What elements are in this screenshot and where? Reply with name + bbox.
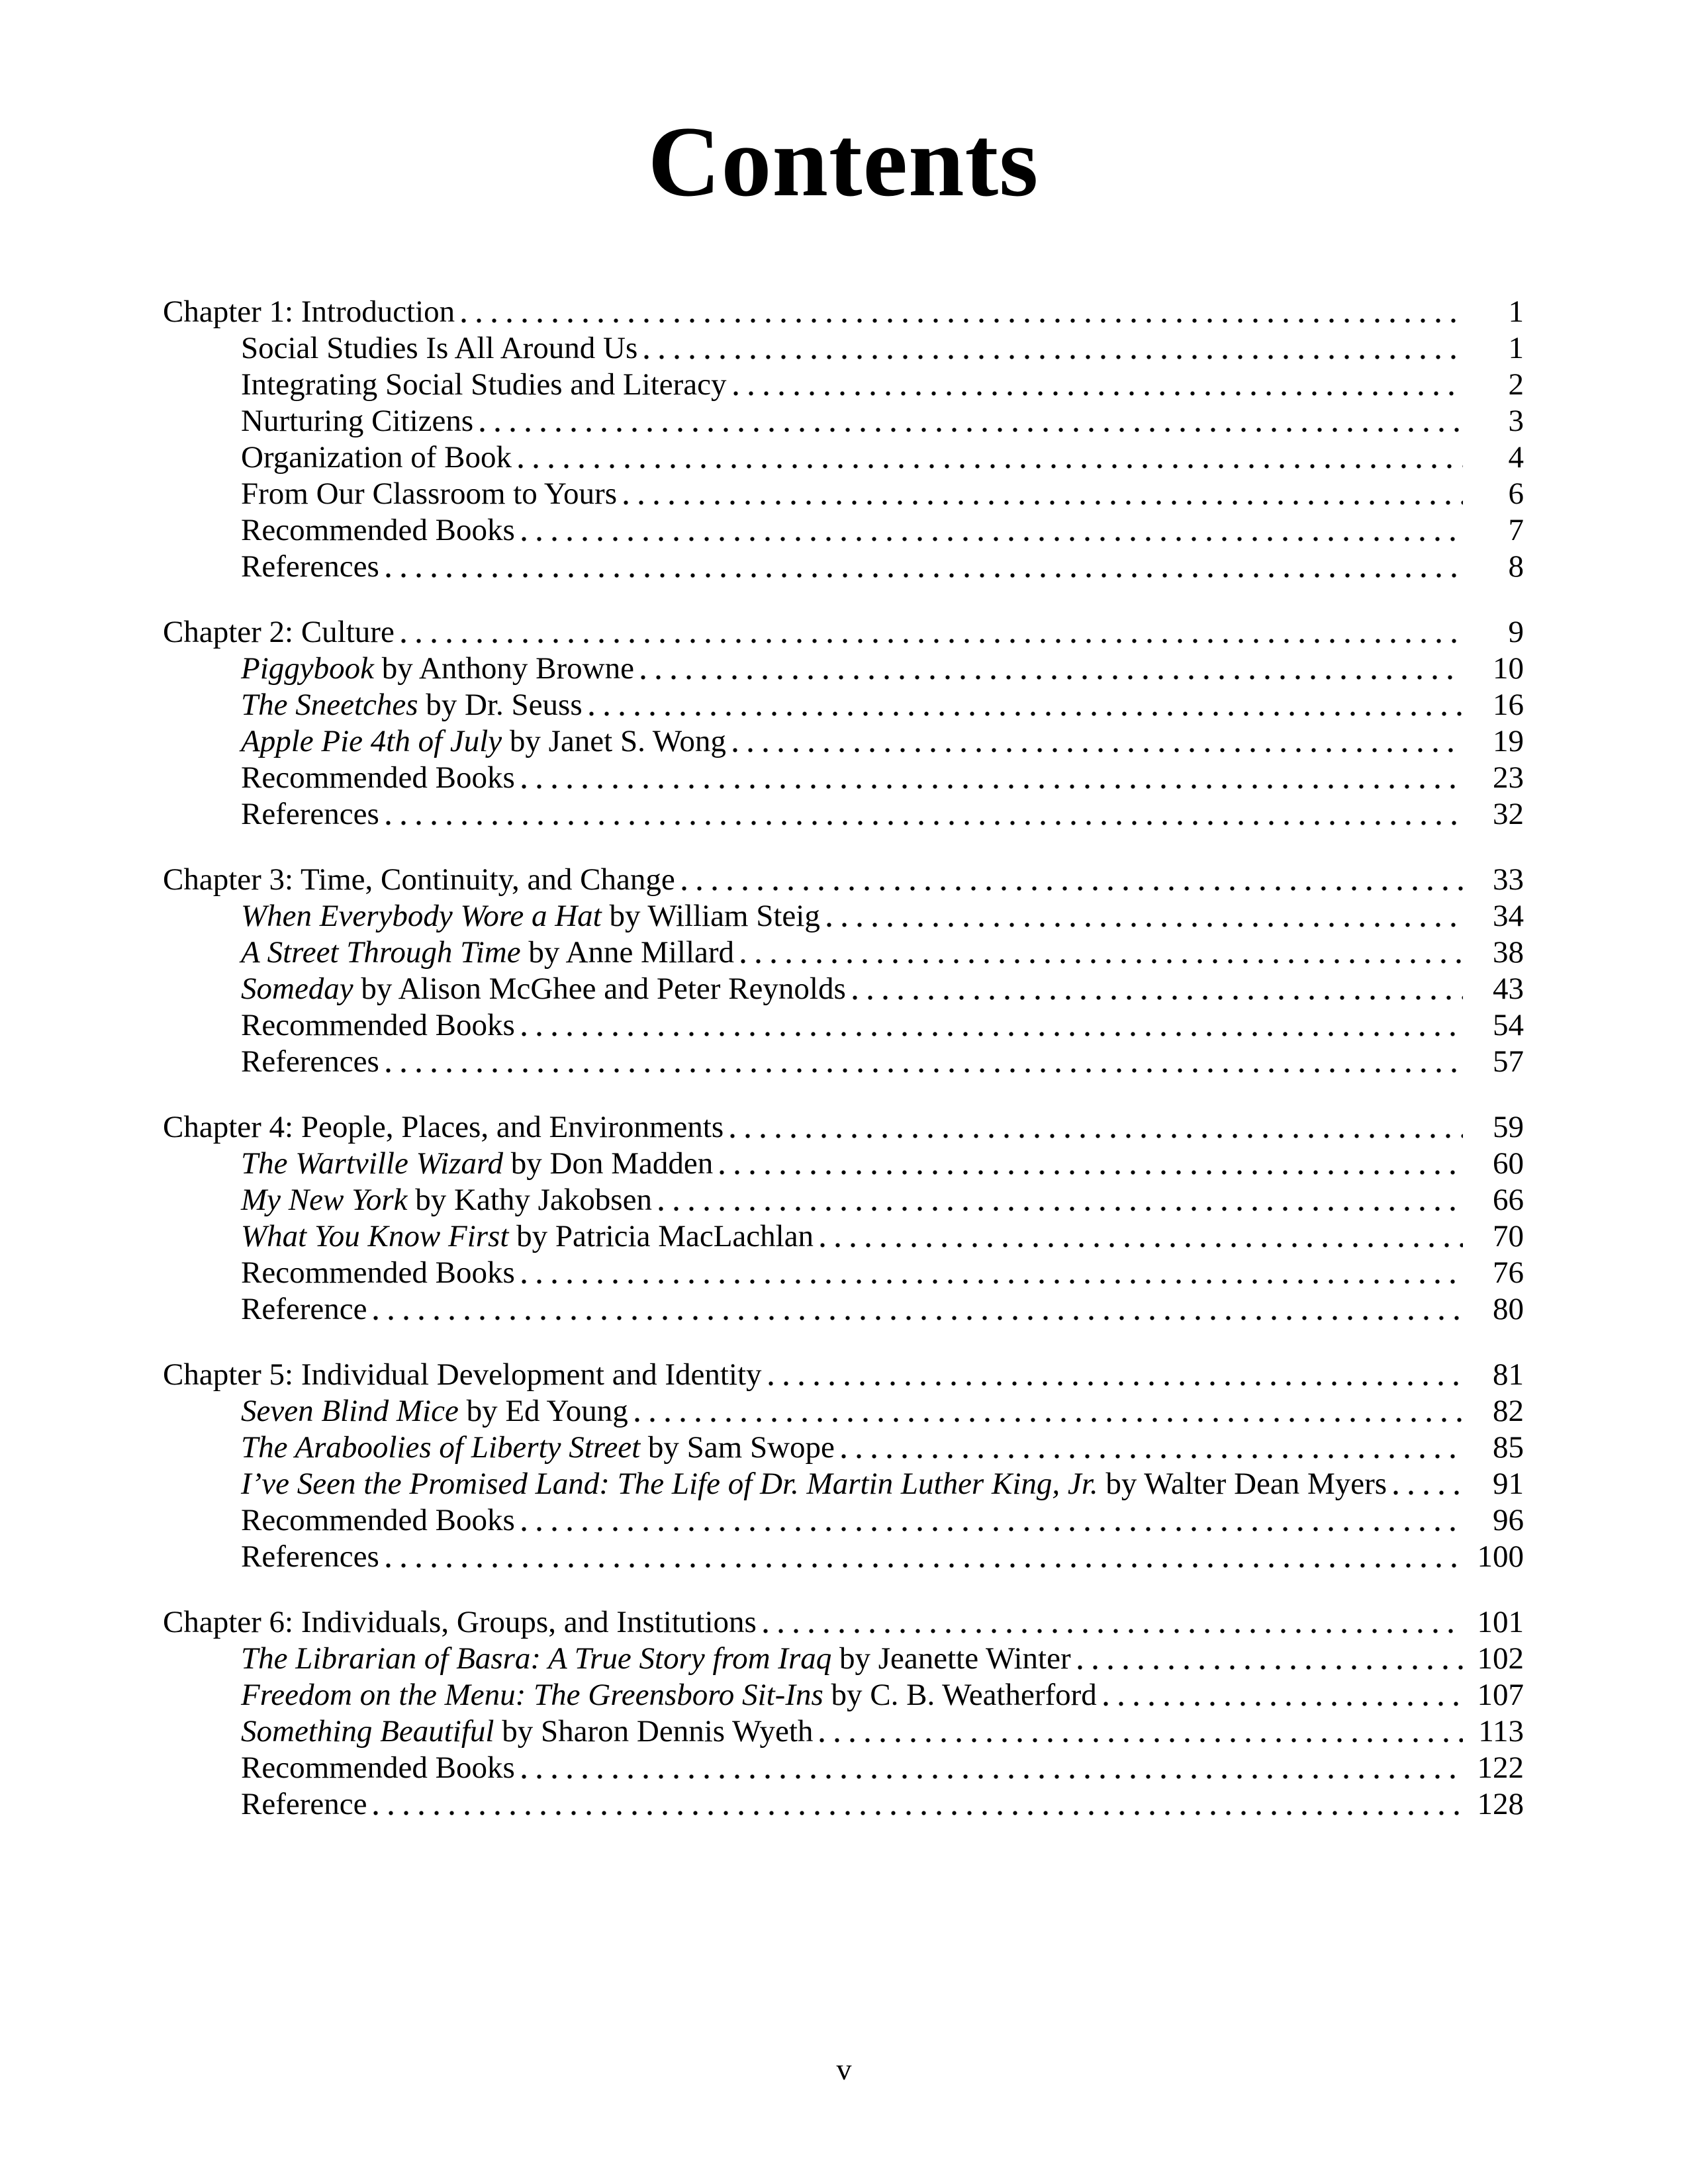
toc-entry-page-number: 1 [1508,331,1524,365]
toc-chapter-block [163,862,1524,1080]
dot-leader [386,1044,1463,1080]
toc-entry-page-number: 32 [1493,797,1524,831]
toc-entry-label: by Anne Millard [520,935,735,970]
page-title: Contents [647,106,1039,217]
toc-entry-label: by Ed Young [458,1394,628,1428]
toc-entry-row [163,330,1524,367]
toc-entry-page-number: 76 [1493,1255,1524,1290]
toc-chapter-page-number: 1 [1508,295,1524,329]
toc-entry-page-number: 54 [1493,1008,1524,1042]
toc-entry-text [241,476,617,512]
dot-leader [733,367,1463,403]
toc-entry-row [163,796,1524,833]
dot-leader [641,651,1463,687]
dot-leader [763,1604,1463,1641]
toc-entry-page-number: 8 [1508,549,1524,584]
toc-entry-label: by Jeanette Winter [831,1641,1071,1676]
toc-entry-book-title: Something Beautiful [241,1714,494,1749]
toc-entry-row [163,898,1524,934]
toc-entry-text [241,934,734,971]
toc-entry-label: by Walter Dean Myers [1098,1467,1387,1501]
toc-entry-text [241,1466,1387,1502]
toc-chapter-label: Chapter 3: Time, Continuity, and Change [163,862,675,897]
toc-chapter-block [163,1604,1524,1823]
toc-entry-label: Reference [241,1292,367,1326]
toc-entry-row [163,687,1524,723]
toc-entry-text [241,367,727,403]
toc-entry-page-number: 96 [1493,1503,1524,1537]
toc-entry-row [163,1641,1524,1677]
toc-entry-book-title: The Librarian of Basra: A True Story from Iraq [241,1641,832,1676]
toc-entry-page-number: 3 [1508,404,1524,438]
toc-entry-row [163,1713,1524,1750]
toc-entry-label: by William Steig [601,899,820,933]
toc-entry-page-number: 91 [1493,1467,1524,1501]
toc-entry-page-number: 85 [1493,1430,1524,1465]
dot-leader [522,760,1463,796]
toc-chapter-text [163,294,455,330]
toc-entry-label: by Kathy Jakobsen [407,1183,652,1217]
dot-leader [401,614,1463,651]
toc-entry-text [241,549,379,585]
toc-entry-label: References [241,549,379,584]
toc-entry-label: by Don Madden [503,1146,714,1181]
toc-entry-text [241,1182,652,1218]
toc-chapter-block [163,614,1524,833]
toc-entry-row [163,1393,1524,1430]
toc-chapter-row [163,862,1524,898]
toc-entry-row [163,512,1524,549]
toc-chapter-label: Chapter 5: Individual Development and Identity [163,1357,762,1392]
toc-entry-row [163,1255,1524,1291]
toc-entry-page-number: 66 [1493,1183,1524,1217]
toc-entry-row [163,439,1524,476]
toc-entry-text [241,1218,814,1255]
toc-entry-label: by Dr. Seuss [418,688,583,722]
toc-entry-page-number: 57 [1493,1044,1524,1079]
toc-entry-row [163,723,1524,760]
toc-entry-page-number: 23 [1493,760,1524,795]
toc-entry-label: References [241,797,379,831]
toc-entry-label: References [241,1539,379,1574]
toc-entry-row [163,1044,1524,1080]
toc-entry-row [163,971,1524,1007]
dot-leader [386,1539,1463,1575]
dot-leader [373,1786,1463,1823]
dot-leader [522,512,1463,549]
toc-entry-row [163,1786,1524,1823]
toc-chapter-page-number: 101 [1477,1605,1524,1639]
dot-leader [720,1146,1463,1182]
toc-chapter-label: Chapter 6: Individuals, Groups, and Institutions [163,1605,757,1639]
toc-entry-row [163,1430,1524,1466]
dot-leader [1103,1677,1463,1713]
toc-entry-page-number: 70 [1493,1219,1524,1253]
dot-leader [1393,1466,1463,1502]
toc-chapter-block [163,1357,1524,1575]
toc-entry-row [163,1502,1524,1539]
toc-entry-label: Recommended Books [241,760,515,795]
toc-chapter-text [163,614,395,651]
dot-leader [522,1007,1463,1044]
toc-chapter-text [163,1604,757,1641]
toc-entry-page-number: 100 [1477,1539,1524,1574]
toc-entry-text [241,971,846,1007]
dot-leader [522,1750,1463,1786]
toc-list [163,294,1524,1823]
dot-leader [386,796,1463,833]
toc-entry-label: Recommended Books [241,1255,515,1290]
dot-leader [522,1255,1463,1291]
toc-entry-page-number: 107 [1477,1678,1524,1712]
toc-entry-book-title: I’ve Seen the Promised Land: The Life of Dr. Martin Luther King, Jr. [241,1467,1098,1501]
dot-leader [373,1291,1463,1328]
toc-entry-label: by Alison McGhee and Peter Reynolds [353,972,846,1006]
toc-chapter-row [163,294,1524,330]
toc-entry-text [241,1539,379,1575]
toc-entry-text [241,403,473,439]
toc-entry-row [163,1750,1524,1786]
toc-chapter-label: Chapter 1: Introduction [163,295,455,329]
toc-entry-text [241,1255,515,1291]
toc-entry-row [163,367,1524,403]
toc-chapter-page-number: 81 [1493,1357,1524,1392]
toc-entry-book-title: The Wartville Wizard [241,1146,504,1181]
toc-entry-label: Recommended Books [241,513,515,547]
toc-entry-text [241,1146,713,1182]
toc-entry-row [163,1291,1524,1328]
toc-entry-book-title: Apple Pie 4th of July [241,724,502,758]
toc-entry-row [163,476,1524,512]
toc-entry-text [241,1502,515,1539]
toc-chapter-page-number: 59 [1493,1110,1524,1144]
toc-entry-page-number: 82 [1493,1394,1524,1428]
toc-entry-label: Reference [241,1787,367,1821]
toc-chapter-text [163,862,675,898]
dot-leader [853,971,1463,1007]
toc-entry-row [163,760,1524,796]
toc-chapter-row [163,1604,1524,1641]
toc-entry-text [241,512,515,549]
toc-entry-label: Recommended Books [241,1751,515,1785]
toc-entry-row [163,1218,1524,1255]
toc-entry-label: by Sam Swope [640,1430,835,1465]
toc-entry-text [241,723,726,760]
dot-leader [635,1393,1463,1430]
toc-entry-row [163,1146,1524,1182]
toc-chapter-page-number: 9 [1508,615,1524,649]
toc-entry-label: Social Studies Is All Around Us [241,331,638,365]
toc-entry-text [241,439,512,476]
dot-leader [827,898,1463,934]
toc-entry-page-number: 4 [1508,440,1524,475]
toc-entry-page-number: 6 [1508,477,1524,511]
toc-entry-text [241,1044,379,1080]
toc-entry-row [163,1466,1524,1502]
dot-leader [624,476,1463,512]
toc-entry-row [163,934,1524,971]
toc-entry-text [241,1641,1071,1677]
toc-entry-book-title: When Everybody Wore a Hat [241,899,602,933]
toc-entry-book-title: The Sneetches [241,688,418,722]
toc-entry-label: by Patricia MacLachlan [508,1219,814,1253]
toc-entry-label: Recommended Books [241,1503,515,1537]
toc-entry-label: by Sharon Dennis Wyeth [494,1714,814,1749]
toc-entry-row [163,549,1524,585]
dot-leader [461,294,1463,330]
toc-entry-label: Recommended Books [241,1008,515,1042]
toc-entry-text [241,796,379,833]
toc-entry-page-number: 122 [1477,1751,1524,1785]
dot-leader [518,439,1463,476]
toc-entry-row [163,1182,1524,1218]
dot-leader [386,549,1463,585]
toc-entry-text [241,330,637,367]
toc-entry-label: by Anthony Browne [374,651,634,686]
toc-entry-text [241,687,583,723]
toc-entry-text [241,1393,628,1430]
dot-leader [730,1109,1463,1146]
dot-leader [1078,1641,1463,1677]
toc-entry-page-number: 128 [1477,1787,1524,1821]
toc-entry-book-title: The Araboolies of Liberty Street [241,1430,641,1465]
toc-entry-page-number: 10 [1493,651,1524,686]
toc-entry-book-title: What You Know First [241,1219,509,1253]
toc-entry-text [241,1750,515,1786]
dot-leader [522,1502,1463,1539]
toc-entry-text [241,651,634,687]
dot-leader [733,723,1463,760]
toc-entry-text [241,1713,813,1750]
toc-chapter-row [163,614,1524,651]
toc-entry-row [163,651,1524,687]
dot-leader [659,1182,1463,1218]
dot-leader [644,330,1463,367]
toc-entry-page-number: 19 [1493,724,1524,758]
toc-entry-row [163,1677,1524,1713]
toc-entry-text [241,1430,835,1466]
dot-leader [769,1357,1463,1393]
toc-entry-row [163,1007,1524,1044]
toc-chapter-label: Chapter 2: Culture [163,615,395,649]
dot-leader [741,934,1463,971]
toc-entry-row [163,403,1524,439]
toc-chapter-row [163,1357,1524,1393]
toc-chapter-page-number: 33 [1493,862,1524,897]
toc-entry-row [163,1539,1524,1575]
toc-chapter-block [163,1109,1524,1328]
toc-entry-page-number: 7 [1508,513,1524,547]
toc-entry-label: Organization of Book [241,440,512,475]
toc-entry-label: From Our Classroom to Yours [241,477,617,511]
toc-entry-page-number: 102 [1477,1641,1524,1676]
toc-entry-page-number: 16 [1493,688,1524,722]
dot-leader [589,687,1463,723]
toc-entry-text [241,1677,1097,1713]
dot-leader [820,1218,1463,1255]
toc-entry-book-title: My New York [241,1183,408,1217]
toc-entry-page-number: 34 [1493,899,1524,933]
toc-entry-text [241,1786,367,1823]
toc-entry-book-title: Seven Blind Mice [241,1394,459,1428]
toc-chapter-text [163,1357,762,1393]
dot-leader [480,403,1463,439]
toc-entry-label: by Janet S. Wong [502,724,726,758]
dot-leader [682,862,1463,898]
toc-entry-text [241,760,515,796]
dot-leader [841,1430,1463,1466]
toc-entry-page-number: 80 [1493,1292,1524,1326]
dot-leader [820,1713,1463,1750]
toc-entry-book-title: A Street Through Time [241,935,521,970]
folio-page-number: v [836,2052,852,2086]
toc-entry-text [241,898,820,934]
toc-entry-book-title: Freedom on the Menu: The Greensboro Sit-Ins [241,1678,823,1712]
toc-entry-page-number: 43 [1493,972,1524,1006]
toc-entry-label: References [241,1044,379,1079]
toc-entry-page-number: 2 [1508,367,1524,402]
toc-entry-page-number: 113 [1478,1714,1524,1749]
toc-entry-text [241,1291,367,1328]
toc-entry-page-number: 60 [1493,1146,1524,1181]
toc-entry-text [241,1007,515,1044]
toc-chapter-label: Chapter 4: People, Places, and Environments [163,1110,724,1144]
toc-entry-label: by C. B. Weatherford [823,1678,1097,1712]
toc-chapter-block [163,294,1524,585]
toc-entry-book-title: Someday [241,972,353,1006]
toc-entry-label: Integrating Social Studies and Literacy [241,367,727,402]
toc-chapter-text [163,1109,724,1146]
toc-entry-book-title: Piggybook [241,651,374,686]
toc-entry-label: Nurturing Citizens [241,404,474,438]
toc-entry-page-number: 38 [1493,935,1524,970]
toc-chapter-row [163,1109,1524,1146]
